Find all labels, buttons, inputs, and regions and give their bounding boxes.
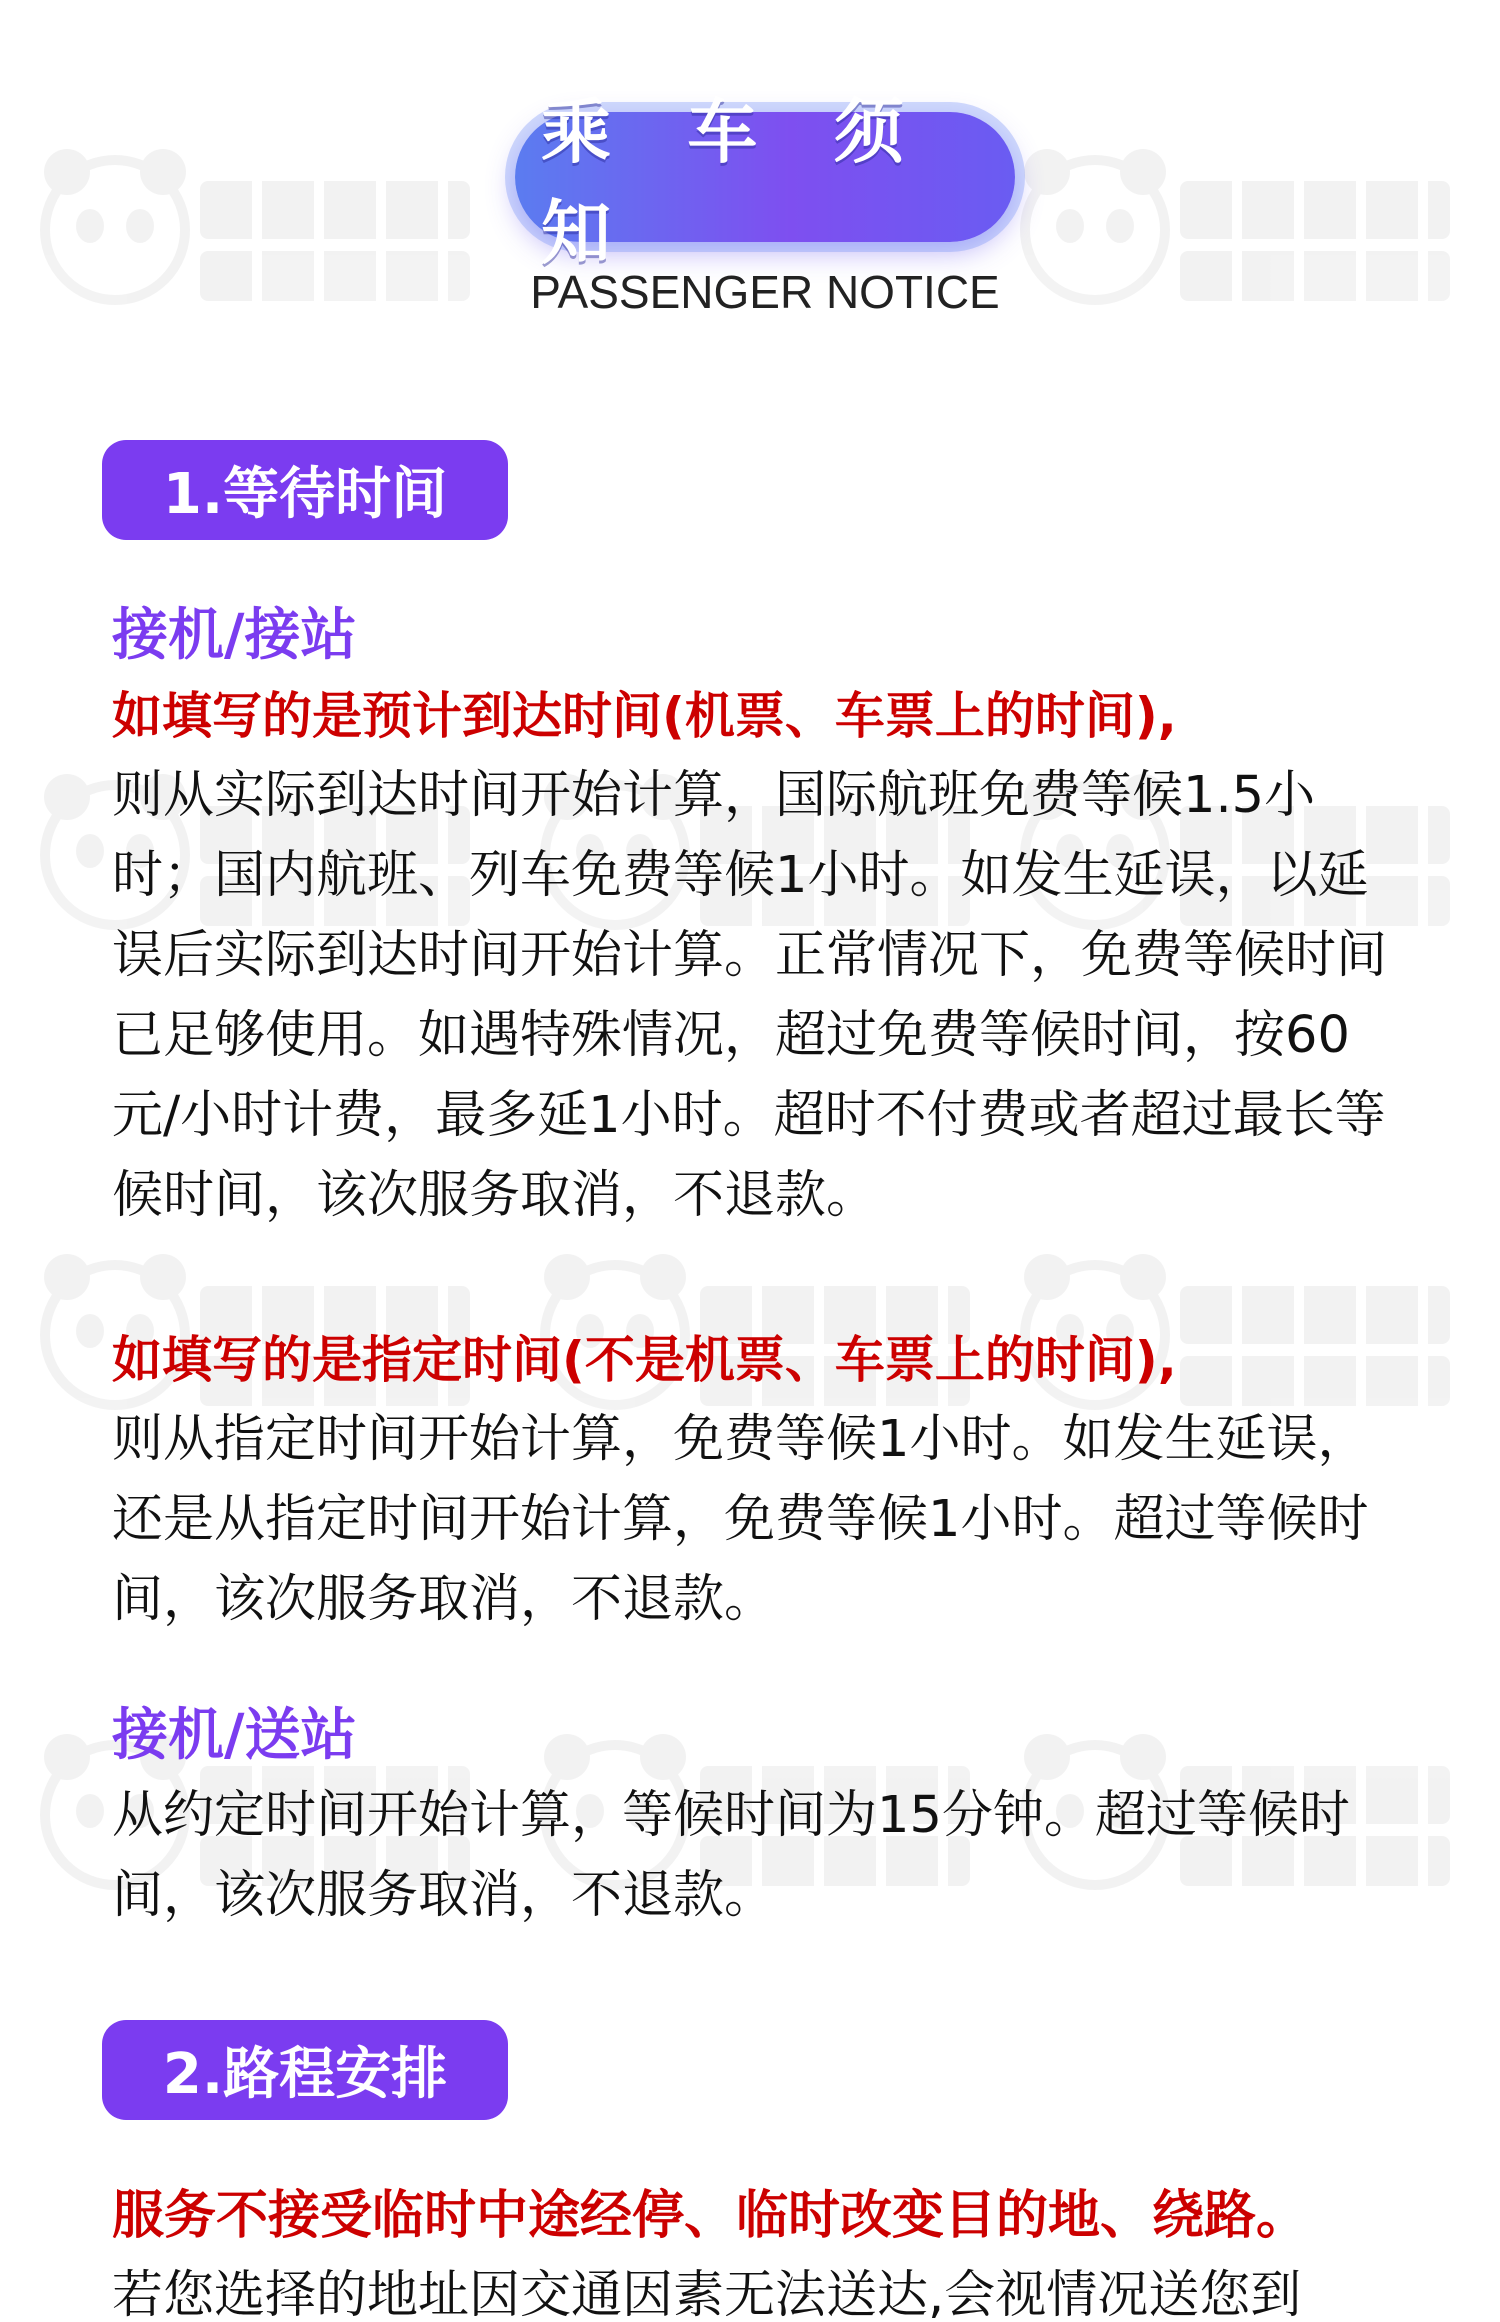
pickup-case1-text: 则从实际到达时间开始计算，国际航班免费等候1.5小时；国内航班、列车免费等候1小时。如发生延误，以延误后实际到达时间开始计算。正常情况下，免费等候时间已足够使用。如遇特殊情况，超过免费等候时间，按60元/小时计费，最多延1小时。超时不付费或者超过最长等候时间，该次服务取消，不退款。 — [112, 766, 1388, 1225]
section-waiting-time-specified — [112, 1320, 1402, 1640]
section-header-waiting-time: 1.等待时间 — [102, 440, 508, 540]
page-subtitle: PASSENGER NOTICE — [530, 266, 1000, 318]
page-title: 乘 车 须 知 — [541, 91, 930, 274]
route-text: 若您选择的地址因交通因素无法送达,会视情况送您到 — [112, 2266, 1302, 2322]
section-route — [112, 2176, 1402, 2322]
section-waiting-time-pickup — [112, 596, 1402, 1236]
pickup-case2-text: 则从指定时间开始计算，免费等候1小时。如发生延误，还是从指定时间开始计算，免费等候1小时。超过等候时间，该次服务取消，不退款。 — [112, 1410, 1369, 1629]
pickup-case1-warning: 如填写的是预计到达时间(机票、车票上的时间), — [112, 687, 1177, 745]
route-warning: 服务不接受临时中途经停、临时改变目的地、绕路。 — [112, 2186, 1309, 2246]
section-header-route: 2.路程安排 — [102, 2020, 508, 2120]
pickup-heading: 接机/接站 — [112, 603, 357, 668]
dropoff-heading: 接机/送站 — [112, 1703, 357, 1768]
pickup-case2-warning: 如填写的是指定时间(不是机票、车票上的时间), — [112, 1331, 1177, 1389]
section-waiting-time-dropoff — [112, 1696, 1402, 1936]
dropoff-text: 从约定时间开始计算，等候时间为15分钟。超过等候时间，该次服务取消，不退款。 — [112, 1786, 1350, 1925]
title-badge — [515, 91, 1015, 274]
